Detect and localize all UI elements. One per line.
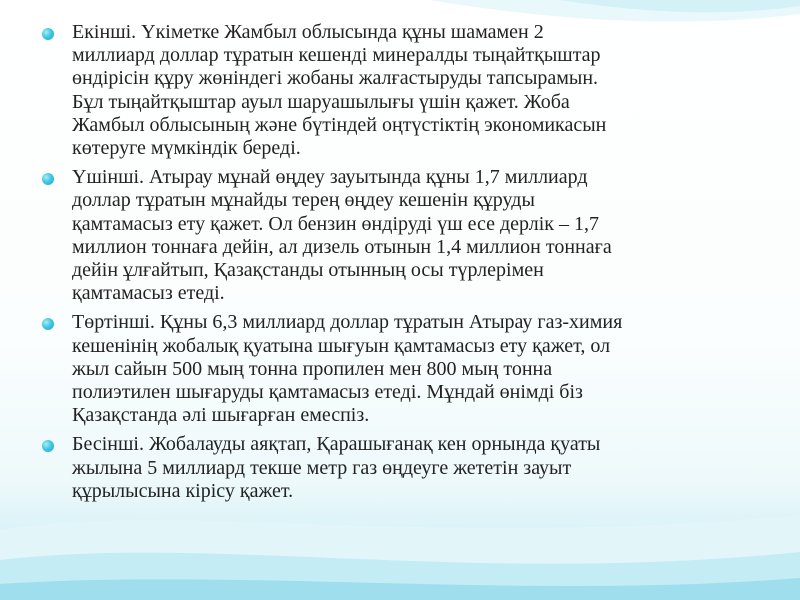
bullet-item-second [42, 21, 762, 160]
circle-bullet-icon [42, 318, 54, 330]
circle-bullet-icon [42, 440, 54, 452]
bullet-item-third [42, 166, 762, 305]
circle-bullet-icon [42, 173, 54, 185]
bullet-text: Екінші. Үкіметке Жамбыл облысында құны шамамен 2 миллиард доллар тұратын кешенді минералды тыңайтқыштар өндірісін құру жөніндегі жобаны жалғастыруды тапсырамын. Бұл тыңайтқыштар ауыл шаруашылығы үшін қажет. Жоба Жамбыл облысының және бүтіндей оңтүстіктің экономикасын көтеруге мүмкіндік береді. [72, 21, 607, 160]
circle-bullet-icon [42, 28, 54, 40]
bullet-text: Бесінші. Жобалауды аяқтап, Қарашығанақ кен орнында қуаты жылына 5 миллиард текше метр газ өңдеуге жететін зауыт құрылысына кірісу қажет. [72, 433, 601, 502]
bullet-item-fourth [42, 311, 762, 427]
bullet-item-fifth [42, 433, 762, 503]
bullet-text: Төртінші. Құны 6,3 миллиард доллар тұратын Атырау газ-химия кешенінің жобалық қуатына шығуын қамтамасыз ету қажет, ол жыл сайын 500 мың тонна пропилен мен 800 мың тонна полиэтилен шығаруды қамтамасыз етеді. Мұндай өнімді біз Қазақстанда әлі шығарған емеспіз. [72, 311, 623, 427]
bullet-text: Үшінші. Атырау мұнай өңдеу зауытында құны 1,7 миллиард доллар тұратын мұнайды терең өңдеу кешенін құруды қамтамасыз ету қажет. Ол бензин өндіруді үш есе дерлік – 1,7 миллион тоннаға дейін, ал дизель отынын 1,4 миллион тоннаға дейін ұлғайтып, Қазақстанды отынның осы түрлерімен қамтамасыз етеді. [72, 166, 612, 305]
bullet-list [42, 21, 762, 509]
